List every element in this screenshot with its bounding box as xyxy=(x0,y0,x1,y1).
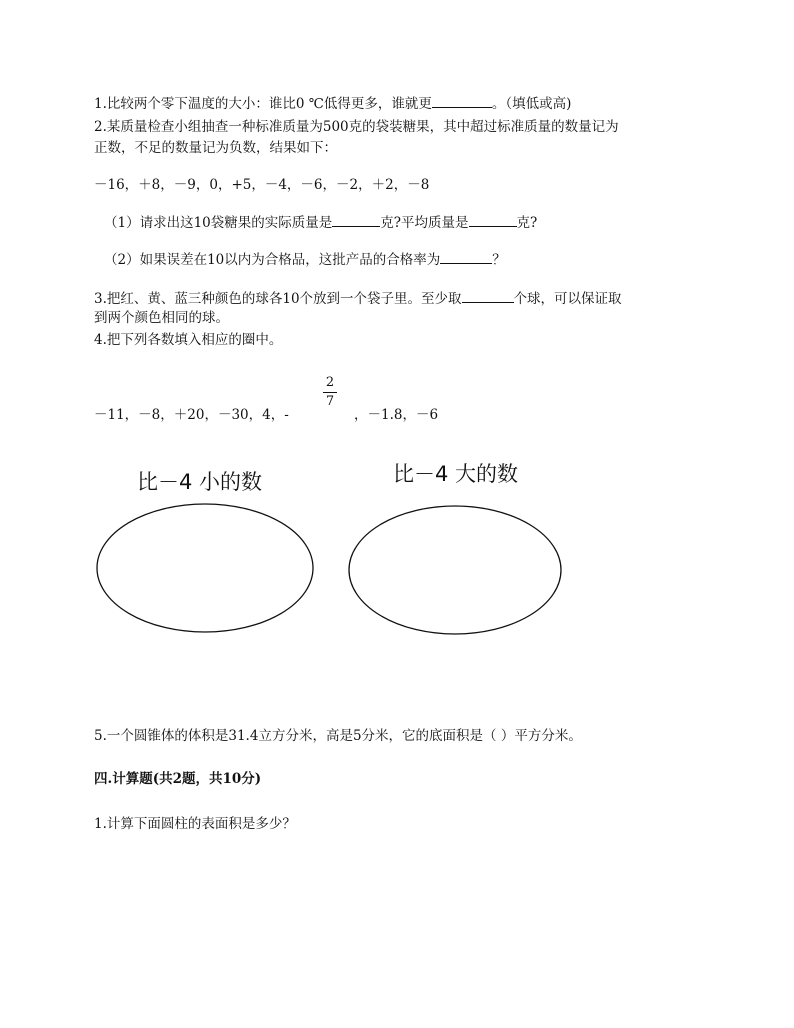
question-2-sub-1-mid: 克?平均质量是 xyxy=(380,215,469,231)
question-2-sub-2-end: ？ xyxy=(492,252,506,268)
question-3-text: 3.把红、黄、蓝三种颜色的球各10个放到一个袋子里。至少取 xyxy=(94,291,462,307)
fraction-denominator: 7 xyxy=(325,394,335,409)
question-4-numbers-a: －11，－8，＋20，－30，4，- xyxy=(94,407,289,423)
question-4-line-1: 4.把下列各数填入相应的圈中。 xyxy=(94,332,283,348)
calc-question-1: 1.计算下面圆柱的表面积是多少？ xyxy=(94,816,296,832)
fraction-numerator: 2 xyxy=(325,375,335,390)
question-2-sub-2-text: （2）如果误差在10以内为合格品，这批产品的合格率为 xyxy=(104,252,441,268)
section-4-title: 四.计算题(共2题，共10分) xyxy=(94,771,262,787)
question-2-values: －16，＋8，－9，0，+5，－4，－6，－2，＋2，－8 xyxy=(94,177,430,193)
question-4-numbers-b: ，－1.8，－6 xyxy=(354,407,439,423)
oval-right-label: 比－4 大的数 xyxy=(393,462,519,486)
question-2-sub-1-end: 克? xyxy=(516,215,538,231)
question-3-text-end: 个球，可以保证取 xyxy=(513,291,622,307)
oval-right[interactable] xyxy=(349,506,561,634)
question-1-hint: 。（填低或高) xyxy=(491,96,572,112)
question-2-line-2: 正数，不足的数量记为负数，结果如下： xyxy=(94,140,337,156)
question-2-sub-1-text: （1）请求出这10袋糖果的实际质量是 xyxy=(104,215,333,231)
question-3-line-2: 到两个颜色相同的球。 xyxy=(94,310,229,326)
oval-left-label: 比－4 小的数 xyxy=(137,470,263,494)
question-5: 5.一个圆锥体的体积是31.4立方分米，高是5分米，它的底面积是（ ）平方分米。 xyxy=(94,728,582,744)
oval-left[interactable] xyxy=(97,504,313,632)
question-1-text: 1.比较两个零下温度的大小：谁比0 ℃低得更多，谁就更 xyxy=(94,96,432,112)
question-2-line-1: 2.某质量检查小组抽查一种标准质量为500克的袋装糖果，其中超过标准质量的数量记为 xyxy=(94,119,619,135)
